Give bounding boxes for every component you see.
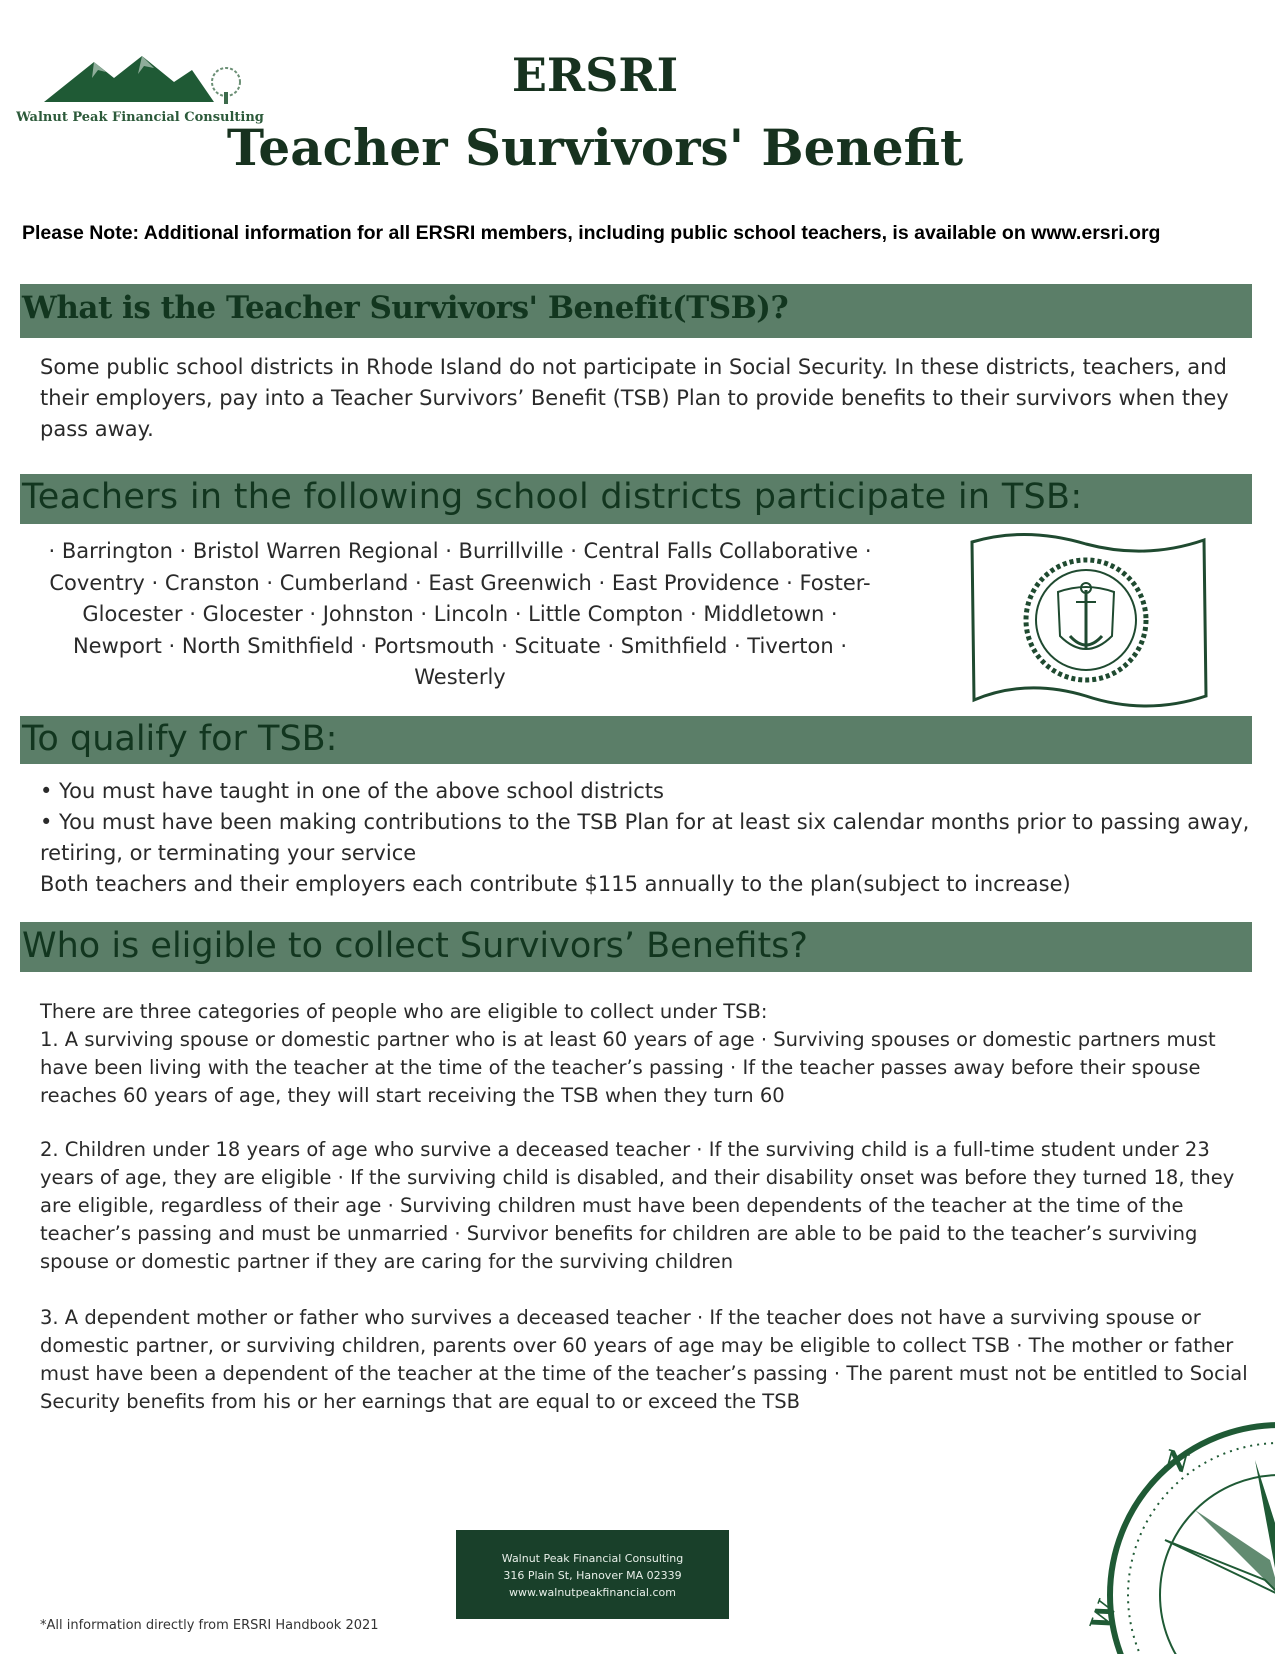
rhode-island-flag-icon bbox=[966, 532, 1212, 708]
compass-west-label: W bbox=[1085, 1596, 1124, 1635]
list-item: • You must have been making contributions to the TSB Plan for at least six calendar months prior to passing away, retiring, or terminating your service bbox=[40, 810, 1250, 865]
list-item: 1. A surviving spouse or domestic partner who is at least 60 years of age · Surviving spouses or domestic partners must have been living with the teacher at the time of the teacher’s passing · If the teacher passes away before their spouse reaches 60 years of age, they will start receiving the TSB when they turn 60 bbox=[40, 1028, 1216, 1107]
eligible-intro: There are three categories of people who are eligible to collect under TSB: bbox=[40, 1000, 768, 1023]
logo-text: Walnut Peak Financial Consulting bbox=[16, 110, 264, 125]
info-note: Please Note: Additional information for all ERSRI members, including public school teachers, is available on www.ersri.org bbox=[22, 222, 1161, 244]
footer-company: Walnut Peak Financial Consulting bbox=[501, 1552, 684, 1565]
section-heading-text: Teachers in the following school districts participate in TSB: bbox=[22, 477, 1083, 517]
compass-icon bbox=[1085, 1420, 1275, 1650]
section-heading-what bbox=[20, 284, 1252, 338]
compass-north-label: N bbox=[1161, 1444, 1192, 1480]
list-item: Both teachers and their employers each contribute $115 annually to the plan(subject to increase) bbox=[40, 872, 1071, 896]
list-item: 2. Children under 18 years of age who survive a deceased teacher · If the surviving child is a full-time student under 23 years of age, they are eligible · If the surviving child is disabled, and their disability onset was before they turned 18, they are eligible, regardless of their age · Surviving children must have been dependents of the teacher at the time of the teacher’s passing and must be unmarried · Survivor benefits for children are able to be paid to the teacher’s surviving spouse or domestic partner if they are caring for the surviving children bbox=[40, 1138, 1235, 1273]
page-title-line1: ERSRI bbox=[511, 48, 679, 102]
section-heading-text: What is the Teacher Survivors' Benefit(TSB)? bbox=[22, 290, 789, 326]
section-heading-qualify bbox=[20, 716, 1252, 764]
footer-address: 316 Plain St, Hanover MA 02339 bbox=[503, 1569, 682, 1582]
source-footnote: *All information directly from ERSRI Handbook 2021 bbox=[40, 1618, 379, 1633]
qualify-list bbox=[40, 776, 1250, 900]
section-heading-text: Who is eligible to collect Survivors’ Benefits? bbox=[22, 926, 808, 966]
footer-website: www.walnutpeakfinancial.com bbox=[509, 1586, 676, 1599]
section-heading-text: To qualify for TSB: bbox=[22, 719, 338, 759]
footer-contact-box bbox=[456, 1530, 729, 1619]
section-heading-districts bbox=[20, 474, 1252, 524]
list-item: 3. A dependent mother or father who survives a deceased teacher · If the teacher does not have a surviving spouse or domestic partner, or surviving children, parents over 60 years of age may be eligible to collect TSB · The mother or father must have been a dependent of the teacher at the time of the teacher’s passing · The parent must not be entitled to Social Security benefits from his or her earnings that are equal to or exceed the TSB bbox=[40, 1306, 1248, 1413]
what-paragraph: Some public school districts in Rhode Island do not participate in Social Security. In these districts, teachers, and their employers, pay into a Teacher Survivors’ Benefit (TSB) Plan to provide benefits to their survivors when they pass away. bbox=[40, 355, 1229, 441]
districts-list: · Barrington · Bristol Warren Regional · Burrillville · Central Falls Collaborative · Coventry · Cranston · Cumberland · East Greenwich · East Providence · Foster-Glocester · Glocester · Johnston · Lincoln · Little Compton · Middletown · Newport · North Smithfield · Portsmouth · Scituate · Smithfield · Tiverton · Westerly bbox=[48, 539, 872, 689]
section-heading-eligible bbox=[20, 922, 1252, 972]
page-title-line2: Teacher Survivors' Benefit bbox=[226, 118, 964, 177]
list-item: • You must have taught in one of the above school districts bbox=[40, 779, 664, 803]
